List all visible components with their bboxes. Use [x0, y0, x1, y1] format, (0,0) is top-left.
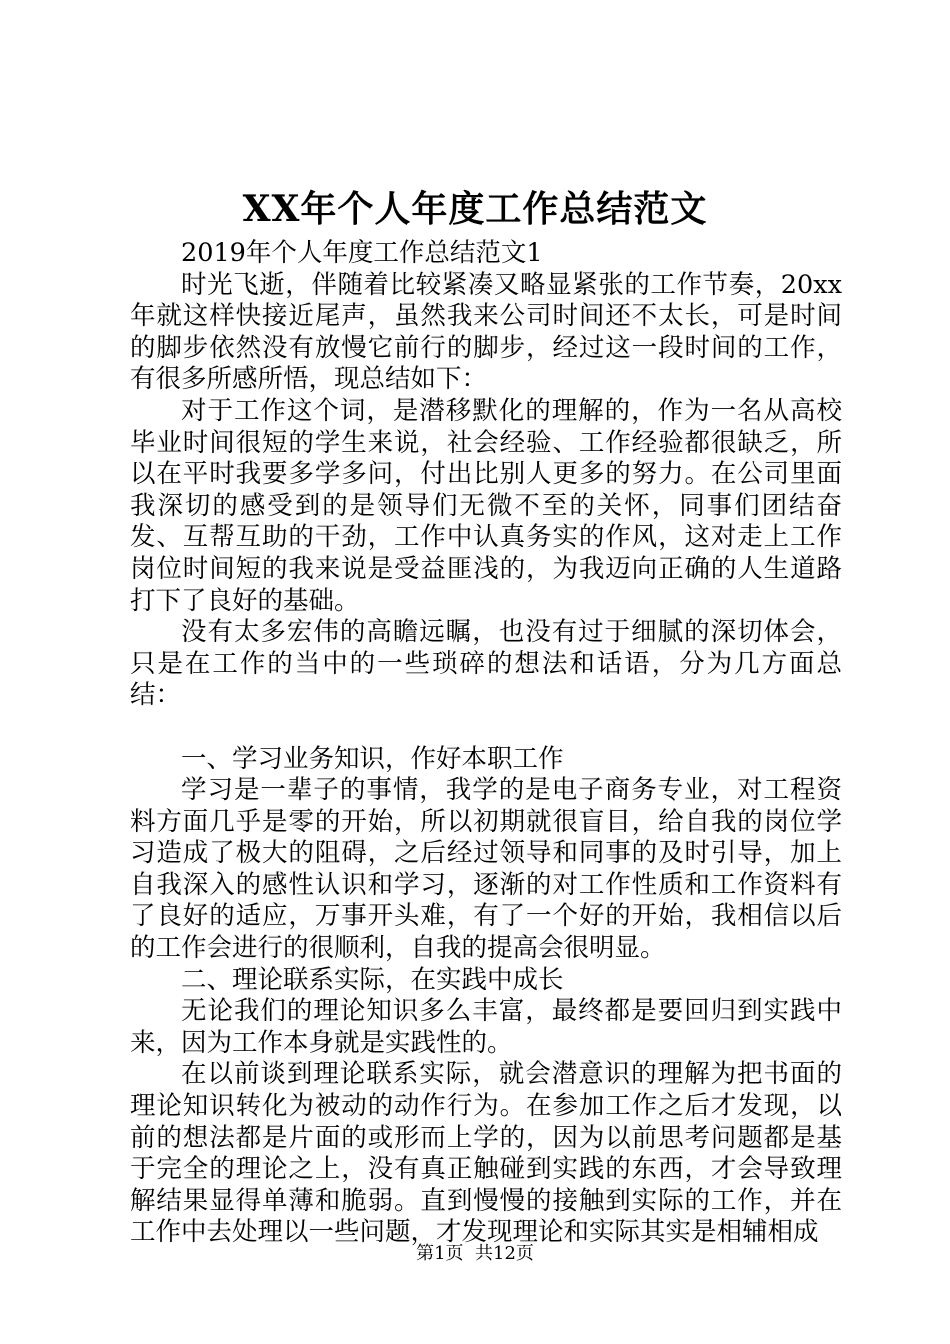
page-total: 共12页: [475, 1243, 534, 1264]
body-paragraph: 在以前谈到理论联系实际，就会潜意识的理解为把书面的理论知识转化为被动的动作行为。在参加工作之后才发现，以前的想法都是片面的或形而上学的，因为以前思考问题都是基于完全的理论之上，没有真正触碰到实践的东西，才会导致理解结果显得单薄和脆弱。直到慢慢的接触到实际的工作，并在工作中去处理以一些问题，才发现理论和实际其实是相辅相成: [130, 1059, 842, 1248]
body-paragraph: 学习是一辈子的事情，我学的是电子商务专业，对工程资料方面几乎是零的开始，所以初期就很盲目，给自我的岗位学习造成了极大的阻碍，之后经过领导和同事的及时引导，加上自我深入的感性认识和学习，逐渐的对工作性质和工作资料有了良好的适应，万事开头难，有了一个好的开始，我相信以后的工作会进行的很顺利，自我的提高会很明显。: [130, 775, 842, 964]
section-heading: 一、学习业务知识，作好本职工作: [181, 743, 564, 774]
section-heading: 二、理论联系实际，在实践中成长: [181, 964, 564, 995]
body-paragraph: 对于工作这个词，是潜移默化的理解的，作为一名从高校毕业时间很短的学生来说，社会经验、工作经验都很缺乏，所以在平时我要多学多问，付出比别人更多的努力。在公司里面我深切的感受到的是领导们无微不至的关怀，同事们团结奋发、互帮互助的干劲，工作中认真务实的作风，这对走上工作岗位时间短的我来说是受益匪浅的，为我迈向正确的人生道路打下了良好的基础。: [130, 395, 842, 616]
body-paragraph: 无论我们的理论知识多么丰富，最终都是要回归到实践中来，因为工作本身就是实践性的。: [130, 996, 842, 1058]
page-number: 第1页: [416, 1243, 464, 1264]
page-footer: [0, 1242, 950, 1266]
document-body: [130, 238, 842, 1249]
subtitle-paragraph: 2019年个人年度工作总结范文1: [181, 238, 543, 268]
document-title: XX年个人年度工作总结范文: [242, 188, 708, 230]
blank-line: [130, 712, 842, 744]
body-paragraph: 时光飞逝，伴随着比较紧凑又略显紧张的工作节奏，20xx年就这样快接近尾声，虽然我来公司时间还不太长，可是时间的脚步依然没有放慢它前行的脚步，经过这一段时间的工作，有很多所感所悟，现总结如下：: [130, 269, 842, 395]
body-paragraph: 没有太多宏伟的高瞻远瞩，也没有过于细腻的深切体会，只是在工作的当中的一些琐碎的想法和话语，分为几方面总结：: [130, 617, 842, 711]
